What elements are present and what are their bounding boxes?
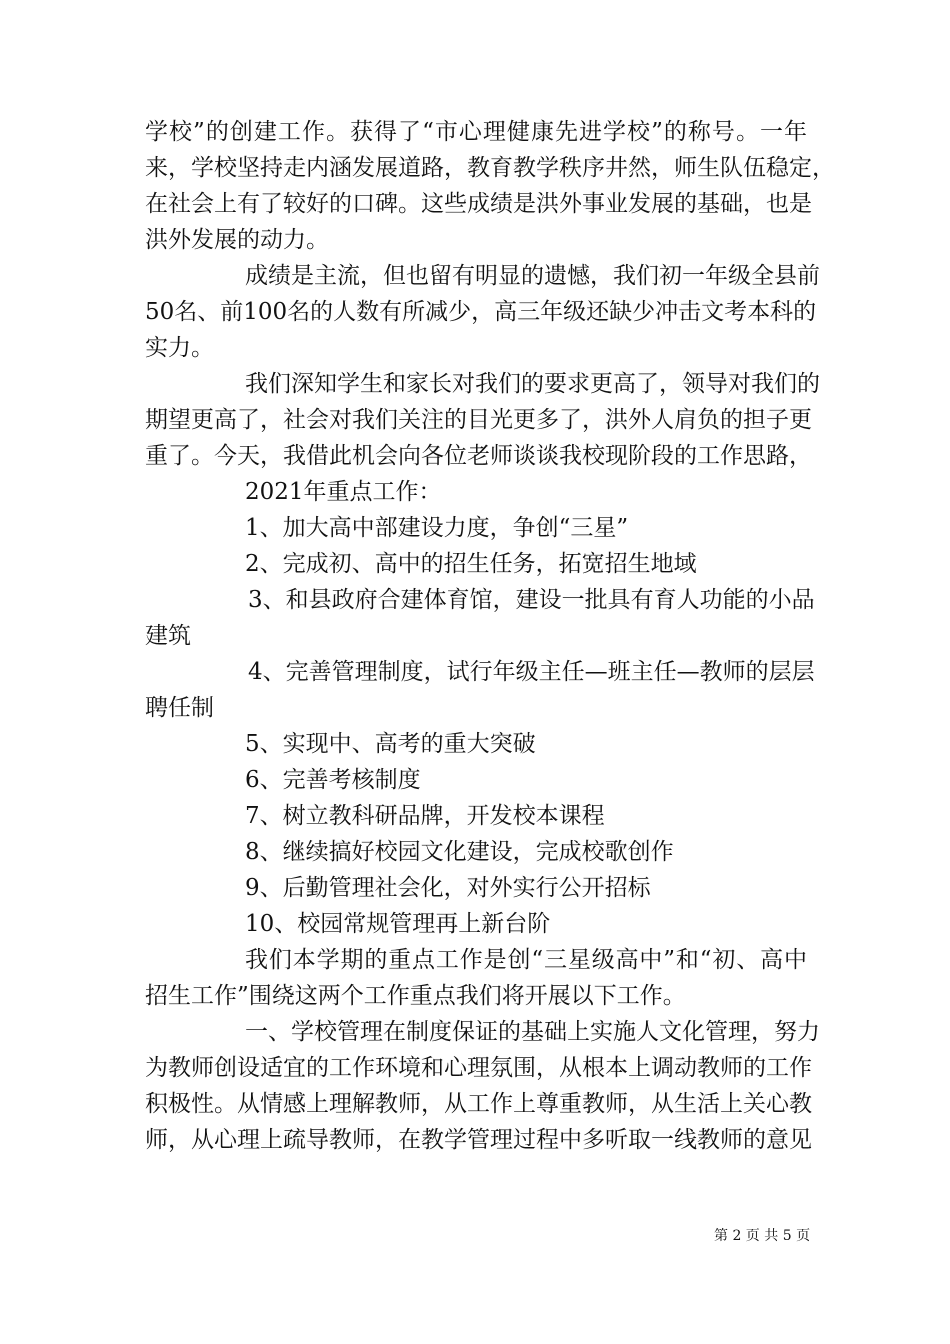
paragraph-line: 我们深知学生和家长对我们的要求更高了，领导对我们的 <box>245 371 820 397</box>
paragraph-line: 重了。今天，我借此机会向各位老师谈谈我校现阶段的工作思路， <box>145 443 812 469</box>
paragraph-line: 在社会上有了较好的口碑。这些成绩是洪外事业发展的基础，也是 <box>145 191 812 217</box>
paragraph-line: 为教师创设适宜的工作环境和心理氛围，从根本上调动教师的工作 <box>145 1055 812 1081</box>
paragraph-line: 期望更高了，社会对我们关注的目光更多了，洪外人肩负的担子更 <box>145 407 812 433</box>
list-item: 10、校园常规管理再上新台阶 <box>245 911 551 937</box>
list-item: 7、树立教科研品牌，开发校本课程 <box>245 803 605 829</box>
paragraph-line: 我们本学期的重点工作是创“三星级高中”和“初、高中 <box>245 947 807 973</box>
paragraph-line: 来，学校坚持走内涵发展道路，教育教学秩序井然，师生队伍稳定， <box>145 155 835 181</box>
paragraph-line: 师，从心理上疏导教师，在教学管理过程中多听取一线教师的意见 <box>145 1127 812 1153</box>
list-item: 5、实现中、高考的重大突破 <box>245 731 536 757</box>
section-heading: 2021年重点工作： <box>245 479 442 505</box>
list-item: 4、完善管理制度，试行年级主任—班主任—教师的层层 <box>248 659 815 685</box>
paragraph-line: 积极性。从情感上理解教师，从工作上尊重教师，从生活上关心教 <box>145 1091 812 1117</box>
list-item-continuation: 聘任制 <box>145 695 214 721</box>
paragraph-line: 招生工作”围绕这两个工作重点我们将开展以下工作。 <box>145 983 686 1009</box>
list-item: 2、完成初、高中的招生任务，拓宽招生地域 <box>245 551 697 577</box>
list-item: 3、和县政府合建体育馆，建设一批具有育人功能的小品 <box>248 587 815 613</box>
list-item: 8、继续搞好校园文化建设，完成校歌创作 <box>245 839 674 865</box>
list-item: 1、加大高中部建设力度，争创“三星” <box>245 515 629 541</box>
list-item-continuation: 建筑 <box>145 623 191 649</box>
list-item: 9、后勤管理社会化，对外实行公开招标 <box>245 875 651 901</box>
page-number-footer: 第 2 页 共 5 页 <box>714 1228 811 1244</box>
list-item: 6、完善考核制度 <box>245 767 421 793</box>
paragraph-line: 50名、前100名的人数有所减少，高三年级还缺少冲击文考本科的 <box>145 299 817 325</box>
paragraph-line: 洪外发展的动力。 <box>145 227 329 253</box>
paragraph-line: 学校”的创建工作。获得了“市心理健康先进学校”的称号。一年 <box>145 119 807 145</box>
paragraph-line: 成绩是主流，但也留有明显的遗憾，我们初一年级全县前 <box>245 263 820 289</box>
paragraph-line: 实力。 <box>145 335 214 361</box>
paragraph-line: 一、学校管理在制度保证的基础上实施人文化管理，努力 <box>245 1019 820 1045</box>
